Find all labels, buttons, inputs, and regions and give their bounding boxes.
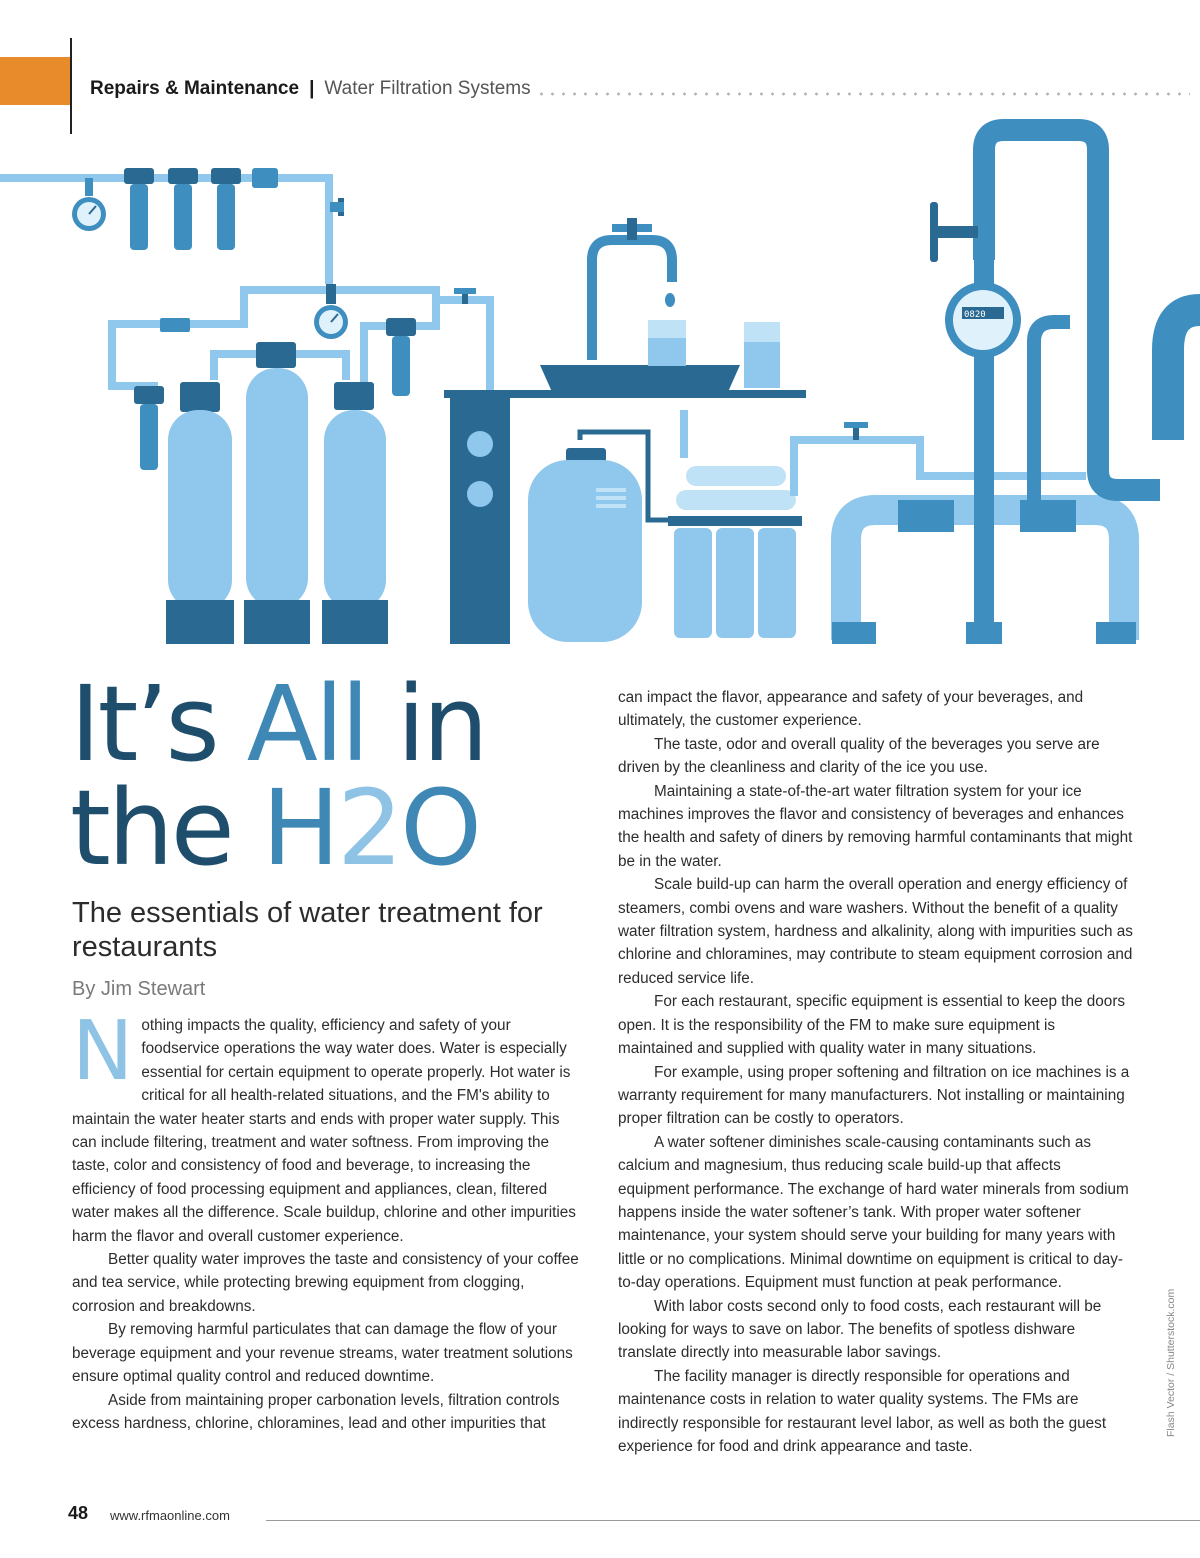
pressure-tank xyxy=(528,448,642,642)
paragraph: A water softener diminishes scale-causing contaminants such as calcium and magnesium, thus reducing scale build-up that affects equipment performance. The exchange of hard water minerals from sodium happens inside the water softener’s tank. With proper water softener maintenance, your system should serve your building for many years with little or no complications. Minimal downtime on equipment is critical to day-to-day operations. Equipment must function at peak performance. xyxy=(618,1133,1129,1292)
title-part: All xyxy=(246,663,367,785)
softener-tanks xyxy=(166,342,388,644)
water-filtration-illustration xyxy=(0,110,1200,670)
header-topic: Water Filtration Systems xyxy=(324,78,531,99)
paragraph: By removing harmful particulates that can damage the flow of your beverage equipment and your revenue streams, water treatment solutions ensure optimal quality control and reduced downtime. xyxy=(72,1321,573,1386)
title-part: in xyxy=(366,663,486,785)
header-section: Repairs & Maintenance xyxy=(90,78,300,99)
meter-reading: 0820 xyxy=(964,310,986,320)
paragraph: Maintaining a state-of-the-art water filtration system for your ice machines improves the flavor and consistency of beverages and enhances the health and safety of diners by removing harmful contaminants that might be in the water. xyxy=(618,782,1133,870)
paragraph-text: othing impacts the quality, efficiency and safety of your foodservice operations the way water does. Water is especially essential for certain equipment to operate properly. Hot water is critical for all health-related situations, and the FM's ability to maintain the water heater starts and ends with proper water supply. This can include filtering, treatment and water softness. From improving the taste, color and consistency of food and beverage, to increasing the efficiency of food processing equipment and appliances, clean, filtered water makes all the difference. Scale buildup, chlorine and other impurities harm the flavor and overall customer experience. xyxy=(72,1017,576,1245)
paragraph: can impact the flavor, appearance and safety of your beverages, and ultimately, the customer experience. xyxy=(618,689,1084,730)
right-column xyxy=(618,686,1133,1458)
cartridge-filters-top xyxy=(124,168,241,250)
paragraph: With labor costs second only to food costs, each restaurant will be looking for ways to save on labor. The benefits of spotless dishware translate directly into measurable labor savings. xyxy=(618,1297,1102,1362)
image-credit: Flash Vector / Shutterstock.com xyxy=(1165,1288,1177,1437)
title-part: It’s xyxy=(70,663,247,785)
title-part: H xyxy=(261,767,337,889)
page-number: 48 xyxy=(68,1503,89,1523)
website-link[interactable]: www.rfmaonline.com xyxy=(110,1508,230,1523)
paragraph: The facility manager is directly responsible for operations and maintenance costs in relation to water quality systems. The FMs are indirectly responsible for restaurant level labor, as well as both the guest experience for food and drink appearance and taste. xyxy=(618,1367,1107,1455)
running-header xyxy=(90,76,531,102)
left-column xyxy=(72,1004,580,1435)
article-subtitle: The essentials of water treatment for restaurants xyxy=(72,897,543,963)
title-part: O xyxy=(400,767,479,889)
paragraph: The taste, odor and overall quality of the beverages you serve are driven by the cleanliness and clarity of the ice you use. xyxy=(618,735,1100,777)
pressure-gauge-icon xyxy=(72,178,106,231)
header-separator: | xyxy=(309,78,315,99)
section-color-tab xyxy=(0,57,72,105)
feed-pipe xyxy=(0,168,333,284)
water-meter xyxy=(945,282,1021,358)
paragraph xyxy=(72,1004,580,1248)
main-pipes xyxy=(790,130,1200,644)
title-part: the xyxy=(70,767,262,889)
footer-rule xyxy=(266,1520,1200,1521)
paragraph: For example, using proper softening and filtration on ice machines is a warranty requirement for many manufacturers. Not installing or maintaining proper filtration can be costly to operators. xyxy=(618,1063,1130,1128)
paragraph: Better quality water improves the taste and consistency of your coffee and tea service, while protecting brewing equipment from clogging, corrosion and breakdowns. xyxy=(72,1251,579,1315)
header-dotted-rule xyxy=(536,92,1190,96)
drop-cap: N xyxy=(72,1004,134,1099)
paragraph: Aside from maintaining proper carbonation levels, filtration controls excess hardness, chlorine, chloramines, lead and other impurities that xyxy=(72,1391,560,1432)
title-part: 2 xyxy=(336,767,401,889)
wheel-valve-icon xyxy=(930,202,978,262)
byline: By Jim Stewart xyxy=(72,978,206,1000)
paragraph: Scale build-up can harm the overall operation and energy efficiency of steamers, combi ovens and ware washers. Without the benefit of a quality water filtration system, hardness and alkalinity, along with impurities such as chlorine and chloramines, may contribute to steam equipment corrosion and reduced service life. xyxy=(618,876,1133,987)
article-title xyxy=(70,663,486,889)
paragraph: For each restaurant, specific equipment is essential to keep the doors open. It is the responsibility of the FM to make sure equipment is maintained and supplied with quality water in many situations. xyxy=(618,993,1126,1058)
